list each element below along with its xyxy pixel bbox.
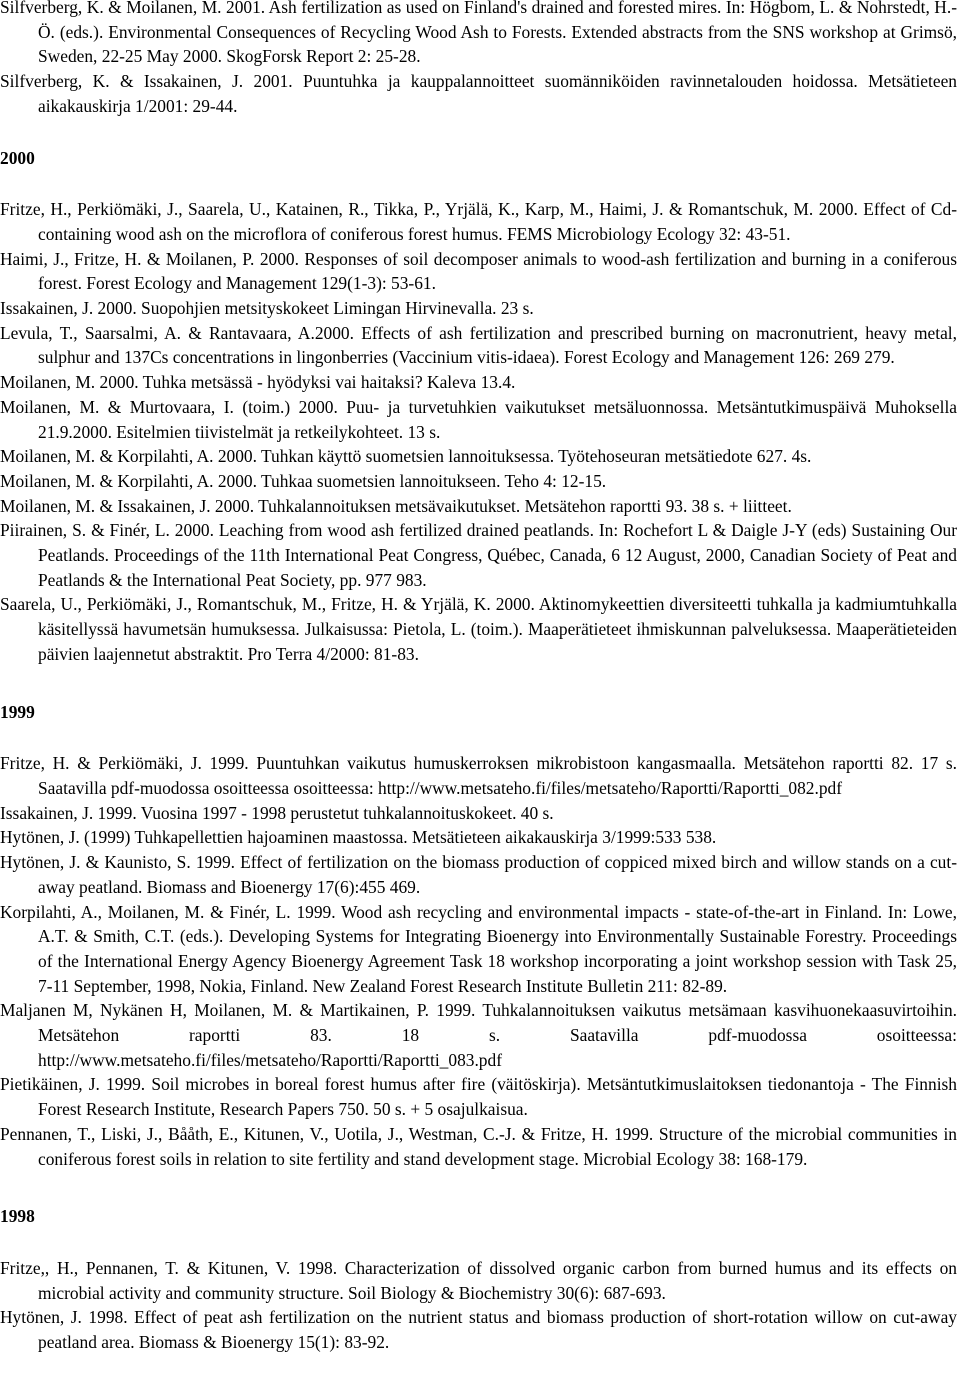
year-heading: 1998 [0,1206,35,1227]
year-heading: 2000 [0,147,35,168]
reference-entry: Issakainen, J. 1999. Vuosina 1997 - 1998 perustetut tuhkalannoituskokeet. 40 s. [0,802,554,823]
section-spacer [0,119,957,146]
reference-entry: Saarela, U., Perkiömäki, J., Romantschuk, M., Fritze, H. & Yrjälä, K. 2000. Aktinomykeettien diversiteetti tuhkalla ja kadmiumtuhkalla käsitellyssä havumetsän humuksessa. Julkaisussa: Pietola, L. (toim.). Maaperätieteet ihmiskunnan palveluksessa. Maaperätieteiden päivien laajennetut abstraktit. Pro Terra 4/2000: 81-83. [0,594,957,664]
reference-entry: Hytönen, J. 1998. Effect of peat ash fertilization on the nutrient status and biomass production of short-rotation willow on cut-away peatland area. Biomass & Bioenergy 15(1): 83-92. [0,1307,957,1353]
reference-entry: Silfverberg, K. & Moilanen, M. 2001. Ash fertilization as used on Finland's drained and forested mires. In: Högbom, L. & Nohrstedt, H.-Ö. (eds.). Environmental Consequences of Recycling Wood Ash to Forests. Extended abstracts from the SNS workshop at Grimsö, Sweden, 22-25 May 2000. SkogForsk Report 2: 25-28. [0,0,957,67]
reference-entry: Piirainen, S. & Finér, L. 2000. Leaching from wood ash fertilized drained peatlands. In: Rochefort L & Daigle J-Y (eds) Sustaining Our Peatlands. Proceedings of the 11th International Peat Congress, Québec, Canada, 6 12 August, 2000, Canadian Society of Peat and Peatlands & the International Peat Society, pp. 977 983. [0,520,957,590]
reference-entry: Moilanen, M. 2000. Tuhka metsässä - hyödyksi vai haitaksi? Kaleva 13.4. [0,372,516,393]
reference-entry: Moilanen, M. & Korpilahti, A. 2000. Tuhkan käyttö suometsien lannoituksessa. Työtehoseuran metsätiedote 627. 4s. [0,446,812,467]
section-spacer [0,170,957,197]
section-spacer [0,667,957,700]
reference-entry: Maljanen M, Nykänen H, Moilanen, M. & Martikainen, P. 1999. Tuhkalannoituksen vaikutus metsämaan kasvihuonekaasuvirtoihin. Metsätehon raportti 83. 18 s. Saatavilla pdf-muodossa osoitteessa: http://www.metsateho.fi/files/metsateho/Raportti/Raportti_083.pdf [0,1000,957,1070]
reference-entry: Fritze,, H., Pennanen, T. & Kitunen, V. 1998. Characterization of dissolved organic carbon from burned humus and its effects on microbial activity and community structure. Soil Biology & Biochemistry 30(6): 687-693. [0,1257,957,1303]
reference-entry: Levula, T., Saarsalmi, A. & Rantavaara, A.2000. Effects of ash fertilization and prescribed burning on macronutrient, heavy metal, sulphur and 137Cs concentrations in lingonberries (Vaccinium vitis-idaea). Forest Ecology and Management 126: 269 279. [0,322,957,368]
year-section-1999 [0,700,957,1172]
year-section-2000 [0,146,957,667]
reference-entry: Hytönen, J. (1999) Tuhkapellettien hajoaminen maastossa. Metsätieteen aikakauskirja 3/1999:533 538. [0,827,717,848]
section-spacer [0,1229,957,1256]
section-spacer [0,724,957,751]
reference-entry: Fritze, H. & Perkiömäki, J. 1999. Puuntuhkan vaikutus humuskerroksen mikrobistoon kangasmaalla. Metsätehon raportti 82. 17 s. Saatavilla pdf-muodossa osoitteessa osoitteessa: http://www.metsateho.fi/files/metsateho/Raportti/Raportti_082.pdf [0,753,957,798]
reference-entry: Haimi, J., Fritze, H. & Moilanen, P. 2000. Responses of soil decomposer animals to wood-ash fertilization and burning in a coniferous forest. Forest Ecology and Management 129(1-3): 53-61. [0,248,957,294]
reference-entry: Hytönen, J. & Kaunisto, S. 1999. Effect of fertilization on the biomass production of coppiced mixed birch and willow stands on a cut-away peatland. Biomass and Bioenergy 17(6):455 469. [0,852,957,897]
reference-entry: Moilanen, M. & Issakainen, J. 2000. Tuhkalannoituksen metsävaikutukset. Metsätehon raportti 93. 38 s. + liitteet. [0,495,792,516]
year-heading: 1999 [0,701,35,722]
reference-entry: Fritze, H., Perkiömäki, J., Saarela, U., Katainen, R., Tikka, P., Yrjälä, K., Karp, M., Haimi, J. & Romantschuk, M. 2000. Effect of Cd-containing wood ash on the microflora of coniferous forest humus. FEMS Microbiology Ecology 32: 43-51. [0,199,957,244]
reference-entry: Pennanen, T., Liski, J., Bååth, E., Kitunen, V., Uotila, J., Westman, C.-J. & Fritze, H. 1999. Structure of the microbial communities in coniferous forest soils in relation to site fertility and stand development stage. Microbial Ecology 38: 168-179. [0,1123,957,1169]
reference-entry: Pietikäinen, J. 1999. Soil microbes in boreal forest humus after fire (väitöskirja). Metsäntutkimuslaitoksen tiedonantoja - The Finnish Forest Research Institute, Research Papers 750. 50 s. + 5 osajulkaisua. [0,1074,957,1120]
reference-entry: Moilanen, M. & Korpilahti, A. 2000. Tuhkaa suometsien lannoitukseen. Teho 4: 12-15. [0,470,607,491]
reference-entry: Moilanen, M. & Murtovaara, I. (toim.) 2000. Puu- ja turvetuhkien vaikutukset metsäluonnossa. Metsäntutkimuspäivä Muhoksella 21.9.2000. Esitelmien tiivistelmät ja retkeilykohteet. 13 s. [0,396,957,442]
year-section-1998 [0,1204,957,1355]
section-spacer [0,1171,957,1204]
reference-entry: Silfverberg, K. & Issakainen, J. 2001. Puuntuhka ja kauppalannoitteet suomänniköiden ravinnetalouden hoidossa. Metsätieteen aikakauskirja 1/2001: 29-44. [0,71,957,116]
reference-entry: Issakainen, J. 2000. Suopohjien metsityskokeet Limingan Hirvinevalla. 23 s. [0,298,534,319]
year-section-2001 [0,0,957,119]
reference-entry: Korpilahti, A., Moilanen, M. & Finér, L. 1999. Wood ash recycling and environmental impacts - state-of-the-art in Finland. In: Lowe, A.T. & Smith, C.T. (eds.). Developing Systems for Integrating Bioenergy into Environmentally Sustainable Forestry. Proceedings of the International Energy Agency Bioenergy Agreement Task 18 workshop incorporating a joint workshop session with Task 25, 7-11 September, 1998, Nokia, Finland. New Zealand Forest Research Institute Bulletin 211: 82-89. [0,901,957,996]
